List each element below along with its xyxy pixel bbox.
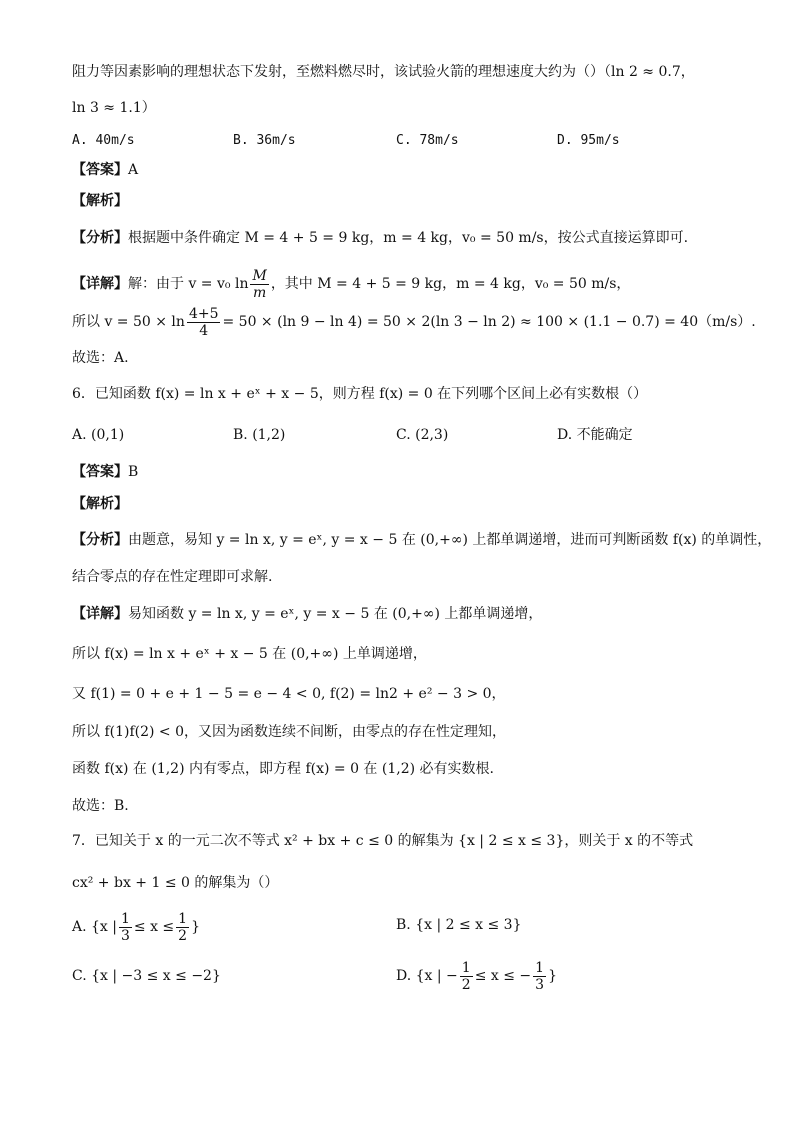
q6-step5: 函数 f(x) 在 (1,2) 内有零点，即方程 f(x) = 0 在 (1,2) 必有实数根. [72, 761, 494, 777]
frac-den: 3 [535, 976, 545, 993]
q6-option-b: B. (1,2) [233, 427, 286, 443]
q5-answer [72, 160, 138, 180]
q6-step1 [72, 604, 542, 624]
frac-num: 1 [178, 910, 188, 927]
opt-d-post: } [548, 968, 557, 984]
q7-option-c: C. {x | −3 ≤ x ≤ −2} [72, 968, 221, 984]
frac-num: 1 [535, 959, 545, 976]
q6-answer [72, 462, 138, 482]
fenxi-tag: 【分析】 [72, 230, 128, 246]
fraction-9-over-4 [187, 306, 221, 339]
fenxi-text: 根据题中条件确定 M = 4 + 5 = 9 kg，m = 4 kg，v₀ = 50 m/s，按公式直接运算即可. [128, 230, 689, 246]
calc-post: = 50 × (ln 9 − ln 4) = 50 × 2(ln 3 − ln 2) ≈ 100 × (1.1 − 0.7) = 40（m/s）. [222, 314, 756, 330]
frac-den: 3 [120, 927, 130, 944]
xiangjie-pre: 解：由于 v = v₀ ln [128, 276, 249, 292]
q5-xiangjie [72, 262, 630, 306]
fraction-one-half [176, 911, 189, 944]
q5-option-b: B. 36m/s [233, 133, 296, 148]
answer-value: A [128, 162, 139, 178]
q5-option-d: D. 95m/s [557, 133, 620, 148]
q7-stem-line2: cx² + bx + 1 ≤ 0 的解集为（） [72, 875, 279, 891]
frac-num: 1 [120, 910, 130, 927]
q5-option-a: A. 40m/s [72, 133, 135, 148]
frac-num: M [252, 267, 267, 284]
fenxi-text: 由题意，易知 y = ln x, y = eˣ, y = x − 5 在 (0,+∞) 上都单调递增，进而可判断函数 f(x) 的单调性， [128, 532, 772, 548]
q7-option-b: B. {x | 2 ≤ x ≤ 3} [396, 917, 522, 933]
fraction-one-third [533, 960, 546, 993]
q6-option-d: D. 不能确定 [557, 427, 633, 443]
q6-step4: 所以 f(1)f(2) < 0，又因为函数连续不间断，由零点的存在性定理知， [72, 724, 507, 740]
q6-step3: 又 f(1) = 0 + e + 1 − 5 = e − 4 < 0, f(2) = ln2 + e² − 3 > 0， [72, 686, 506, 702]
q5-conclusion: 故选：A. [72, 350, 129, 366]
xiangjie-tag: 【详解】 [72, 606, 128, 622]
fraction-M-over-m [250, 268, 268, 301]
xiangjie-tag: 【详解】 [72, 276, 128, 292]
q6-stem: 6．已知函数 f(x) = ln x + eˣ + x − 5，则方程 f(x) = 0 在下列哪个区间上必有实数根（） [72, 386, 648, 402]
fraction-one-third [119, 911, 132, 944]
fraction-one-half [460, 960, 473, 993]
q5-stem-line1: 阻力等因素影响的理想状态下发射，至燃料燃尽时，该试验火箭的理想速度大约为（）（ln 2 ≈ 0.7， [72, 64, 695, 80]
q6-fenxi-line1 [72, 530, 771, 550]
q6-step2: 所以 f(x) = ln x + eˣ + x − 5 在 (0,+∞) 上单调递增， [72, 646, 427, 662]
q5-fenxi [72, 228, 688, 248]
q6-fenxi-line2: 结合零点的存在性定理即可求解. [72, 569, 273, 585]
q7-option-a [72, 907, 200, 947]
q5-calculation [72, 302, 756, 342]
opt-d-mid: ≤ x ≤ − [474, 968, 532, 984]
frac-num: 1 [461, 959, 471, 976]
xiangjie-post: ，其中 M = 4 + 5 = 9 kg，m = 4 kg，v₀ = 50 m/s， [270, 276, 631, 292]
q6-option-c: C. (2,3) [396, 427, 449, 443]
frac-den: 2 [178, 927, 188, 944]
q5-analysis-tag: 【解析】 [72, 193, 128, 209]
fenxi-tag: 【分析】 [72, 532, 128, 548]
q5-stem-line2: ln 3 ≈ 1.1） [72, 100, 156, 116]
answer-value: B [128, 464, 139, 480]
opt-a-pre: A. {x | [72, 919, 117, 935]
q6-option-a: A. (0,1) [72, 427, 125, 443]
answer-tag: 【答案】 [72, 464, 128, 480]
opt-a-mid: ≤ x ≤ [133, 919, 175, 935]
q6-conclusion: 故选：B. [72, 798, 129, 814]
q7-option-d [396, 956, 557, 996]
step1-text: 易知函数 y = ln x, y = eˣ, y = x − 5 在 (0,+∞) 上都单调递增， [128, 606, 543, 622]
q7-stem-line1: 7．已知关于 x 的一元二次不等式 x² + bx + c ≤ 0 的解集为 {x | 2 ≤ x ≤ 3}，则关于 x 的不等式 [72, 833, 694, 849]
q5-option-c: C. 78m/s [396, 133, 459, 148]
frac-den: m [253, 284, 267, 301]
opt-d-pre: D. {x | − [396, 968, 458, 984]
frac-den: 4 [199, 322, 209, 339]
opt-a-post: } [191, 919, 201, 935]
q6-analysis-tag: 【解析】 [72, 496, 128, 512]
calc-pre: 所以 v = 50 × ln [72, 314, 185, 330]
frac-num: 4+5 [188, 305, 219, 322]
frac-den: 2 [461, 976, 471, 993]
answer-tag: 【答案】 [72, 162, 128, 178]
